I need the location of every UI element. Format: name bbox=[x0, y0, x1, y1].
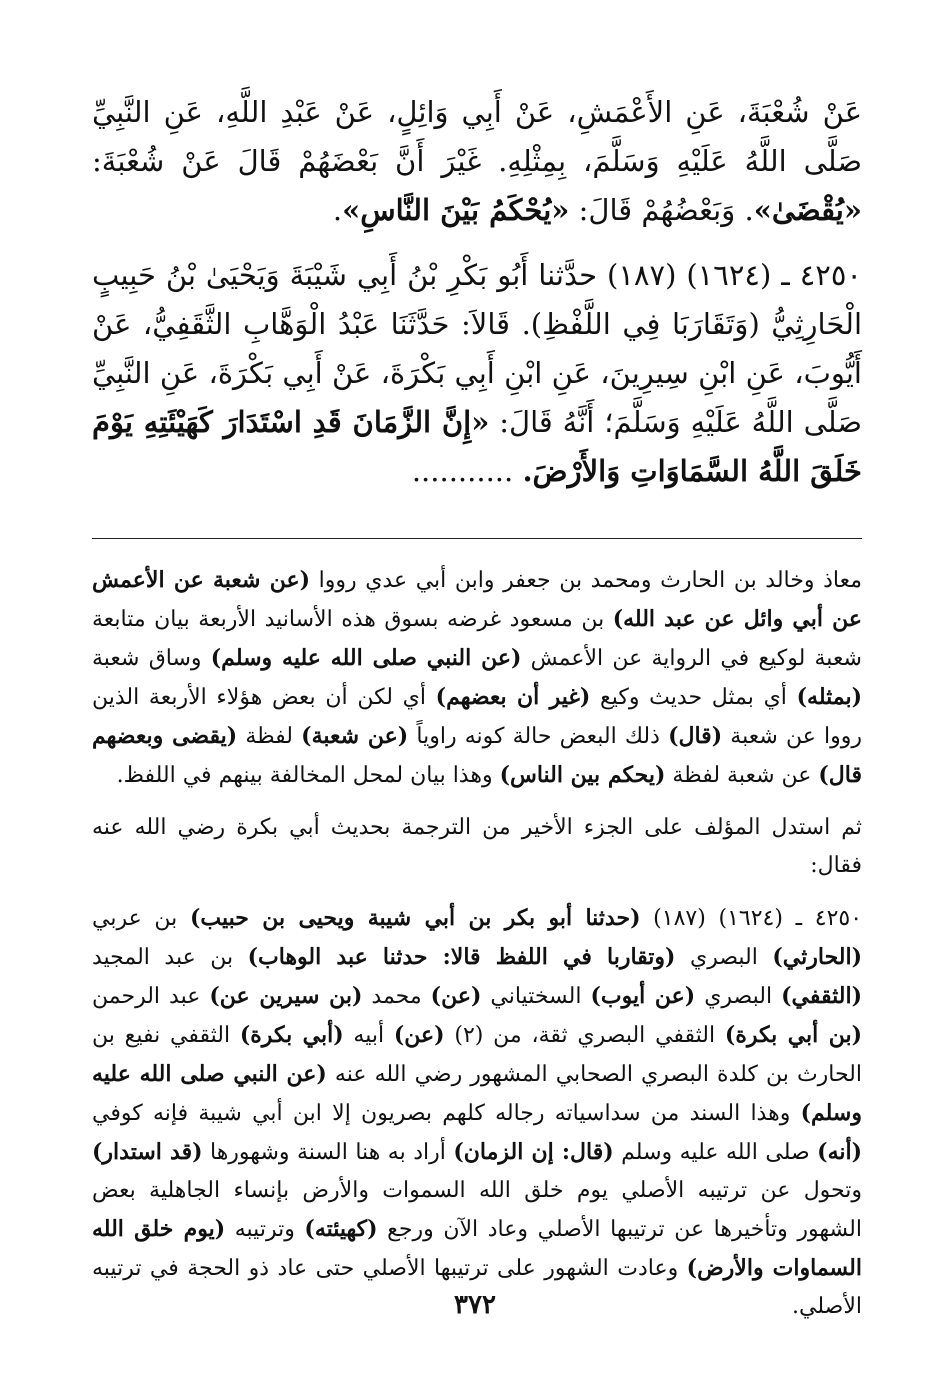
text-segment: عبد الرحمن bbox=[92, 984, 210, 1009]
text-segment: أي لكن أن بعض هؤلاء الأربعة الذين رووا عن شعبة bbox=[92, 685, 862, 749]
commentary-paragraph-3 bbox=[92, 899, 862, 1326]
bold-segment: (أبي بكرة) bbox=[239, 1022, 344, 1048]
text-segment: أي بمثل حديث وكيع bbox=[590, 685, 797, 710]
bold-segment: (عن النبي صلى الله عليه وسلم) bbox=[92, 1061, 862, 1126]
hadith-text bbox=[92, 88, 862, 496]
bold-segment: (بمثله) bbox=[796, 684, 862, 710]
text-segment: . وَبَعْضُهُمْ قَالَ: bbox=[569, 193, 754, 227]
text-segment: أراد به هنا السنة وشهورها bbox=[202, 1140, 454, 1165]
text-segment: وهذا السند من سداسياته رجاله كلهم بصريون إلا ابن أبي شيبة فإنه كوفي bbox=[92, 1101, 801, 1126]
bold-segment: (الثقفي) bbox=[781, 983, 862, 1009]
text-segment: عن شعبة لفظة bbox=[665, 763, 819, 788]
bold-segment: (حدثنا أبو بكر بن أبي شيبة ويحيى بن حبيب) bbox=[189, 905, 641, 931]
text-segment: لفظة bbox=[237, 724, 302, 749]
text-segment: أبيه bbox=[343, 1023, 394, 1048]
bold-segment: (يحكم بين الناس) bbox=[499, 762, 666, 788]
bold-segment: (يوم خلق الله السماوات والأرض) bbox=[92, 1216, 862, 1281]
bold-segment: (عن) bbox=[430, 983, 482, 1009]
text-segment: ٤٢٥٠ ـ (١٦٢٤) (١٨٧) حدَّثنا أَبُو بَكْرِ بْنُ أَبِي شَيْبَةَ وَيَحْيَىٰ بْنُ حَبِيبٍ الْحَارِثِيُّ (وَتَقَارَبَا فِي اللَّفْظِ). قَالاَ: حَدَّثَنَا عَبْدُ الْوَهَّابِ الثَّقَفِيُّ، عَنْ أَيُّوبَ، عَنِ ابْنِ سِيرِينَ، عَنِ ابْنِ أَبِي بَكْرَةَ، عَنْ أَبِي بَكْرَةَ، عَنِ النَّبِيِّ صَلَّى اللَّهُ عَلَيْهِ وَسَلَّمَ؛ أَنَّهُ قَالَ: bbox=[92, 258, 863, 439]
bold-segment: (الحارثي) bbox=[772, 944, 862, 970]
text-segment: صلى الله عليه وسلم bbox=[613, 1140, 818, 1165]
bold-segment: (عن شعبة عن الأعمش عن أبي وائل عن عبد الله) bbox=[92, 567, 862, 632]
bold-segment: (قال: إن الزمان) bbox=[453, 1139, 614, 1165]
text-segment: البصري bbox=[675, 945, 773, 970]
bold-segment: (عن النبي صلى الله عليه وسلم) bbox=[210, 645, 522, 671]
bold-segment: (وتقاربا في اللفظ قالا: حدثنا عبد الوهاب) bbox=[247, 944, 676, 970]
text-segment: الثقفي نفيع بن الحارث بن كلدة البصري الصحابي المشهور رضي الله عنه bbox=[92, 1023, 862, 1087]
bold-segment: (يقضى وبعضهم قال) bbox=[92, 723, 862, 788]
bold-segment: (قال) bbox=[668, 723, 723, 749]
bold-segment: (عن شعبة) bbox=[301, 723, 409, 749]
bold-segment: «إِنَّ الزَّمَانَ قَدِ اسْتَدَارَ كَهَيْئَتِهِ يَوْمَ خَلَقَ اللَّهُ السَّمَاوَاتِ وَالأَرْضَ. bbox=[92, 405, 862, 488]
text-segment: ذلك البعض حالة كونه راوياً bbox=[408, 724, 669, 749]
text-segment: البصري bbox=[695, 984, 782, 1009]
bold-segment: (غير أن بعضهم) bbox=[435, 684, 591, 710]
bold-segment: (عن أيوب) bbox=[590, 983, 696, 1009]
text-segment: عَنْ شُعْبَةَ، عَنِ الأَعْمَشِ، عَنْ أَبِي وَائِلٍ، عَنْ عَبْدِ اللَّهِ، عَنِ النَّبِيِّ صَلَّى اللَّهُ عَلَيْهِ وَسَلَّمَ، بِمِثْلِهِ. غَيْرَ أَنَّ بَعْضَهُمْ قَالَ عَنْ شُعْبَةَ: bbox=[92, 95, 862, 178]
continuation-dots: ........... bbox=[411, 454, 514, 488]
text-segment: ثم استدل المؤلف على الجزء الأخير من الترجمة بحديث أبي بكرة رضي الله عنه فقال: bbox=[92, 815, 862, 878]
text-segment: وهذا بيان لمحل المخالفة بينهم في اللفظ. bbox=[116, 763, 500, 788]
text-segment: ٤٢٥٠ ـ (١٦٢٤) (١٨٧) bbox=[640, 906, 863, 931]
text-segment: معاذ وخالد بن الحارث ومحمد بن جعفر وابن أبي عدي رووا bbox=[310, 568, 862, 593]
bold-segment: (قد استدار) bbox=[92, 1139, 203, 1165]
text-segment: بن عربي bbox=[92, 906, 190, 931]
text-segment: بن مسعود غرضه بسوق هذه الأسانيد الأربعة بيان متابعة شعبة لوكيع في الرواية عن الأعمش bbox=[92, 607, 862, 671]
text-segment: وعادت الشهور على ترتيبها الأصلي حتى عاد ذو الحجة في ترتيبه الأصلي. bbox=[92, 1256, 862, 1319]
text-segment: بن عبد المجيد bbox=[92, 945, 248, 970]
text-segment: الثقفي البصري ثقة، من (٢) bbox=[444, 1023, 725, 1048]
hadith-paragraph-1 bbox=[92, 88, 862, 235]
text-segment: السختياني bbox=[481, 984, 591, 1009]
commentary-paragraph-2 bbox=[92, 809, 862, 885]
bold-segment: (بن سيرين عن) bbox=[209, 983, 363, 1009]
hadith-paragraph-2 bbox=[92, 251, 862, 496]
commentary-text bbox=[92, 561, 862, 1326]
footnote-divider bbox=[92, 538, 862, 539]
bold-segment: (عن) bbox=[393, 1022, 445, 1048]
text-segment: . bbox=[332, 193, 343, 227]
bold-segment: «يُقْضَىٰ» bbox=[753, 193, 862, 227]
page-number: ٣٧٢ bbox=[454, 1290, 496, 1320]
text-segment: محمد bbox=[362, 984, 431, 1009]
bold-segment: (بن أبي بكرة) bbox=[724, 1022, 862, 1048]
text-segment: وساق شعبة bbox=[92, 646, 211, 671]
text-segment: وتحول عن ترتيبه الأصلي يوم خلق الله السموات والأرض بإنساء الجاهلية بعض الشهور وتأخيرها عن ترتيبها الأصلي وعاد الآن ورجع bbox=[92, 1178, 862, 1242]
bold-segment: (أنه) bbox=[817, 1139, 863, 1165]
bold-segment: «يُحْكَمُ بَيْنَ النَّاسِ» bbox=[342, 193, 570, 227]
bold-segment: (كهيئته) bbox=[304, 1216, 378, 1242]
commentary-paragraph-1 bbox=[92, 561, 862, 795]
text-segment: وترتيبه bbox=[225, 1217, 305, 1242]
